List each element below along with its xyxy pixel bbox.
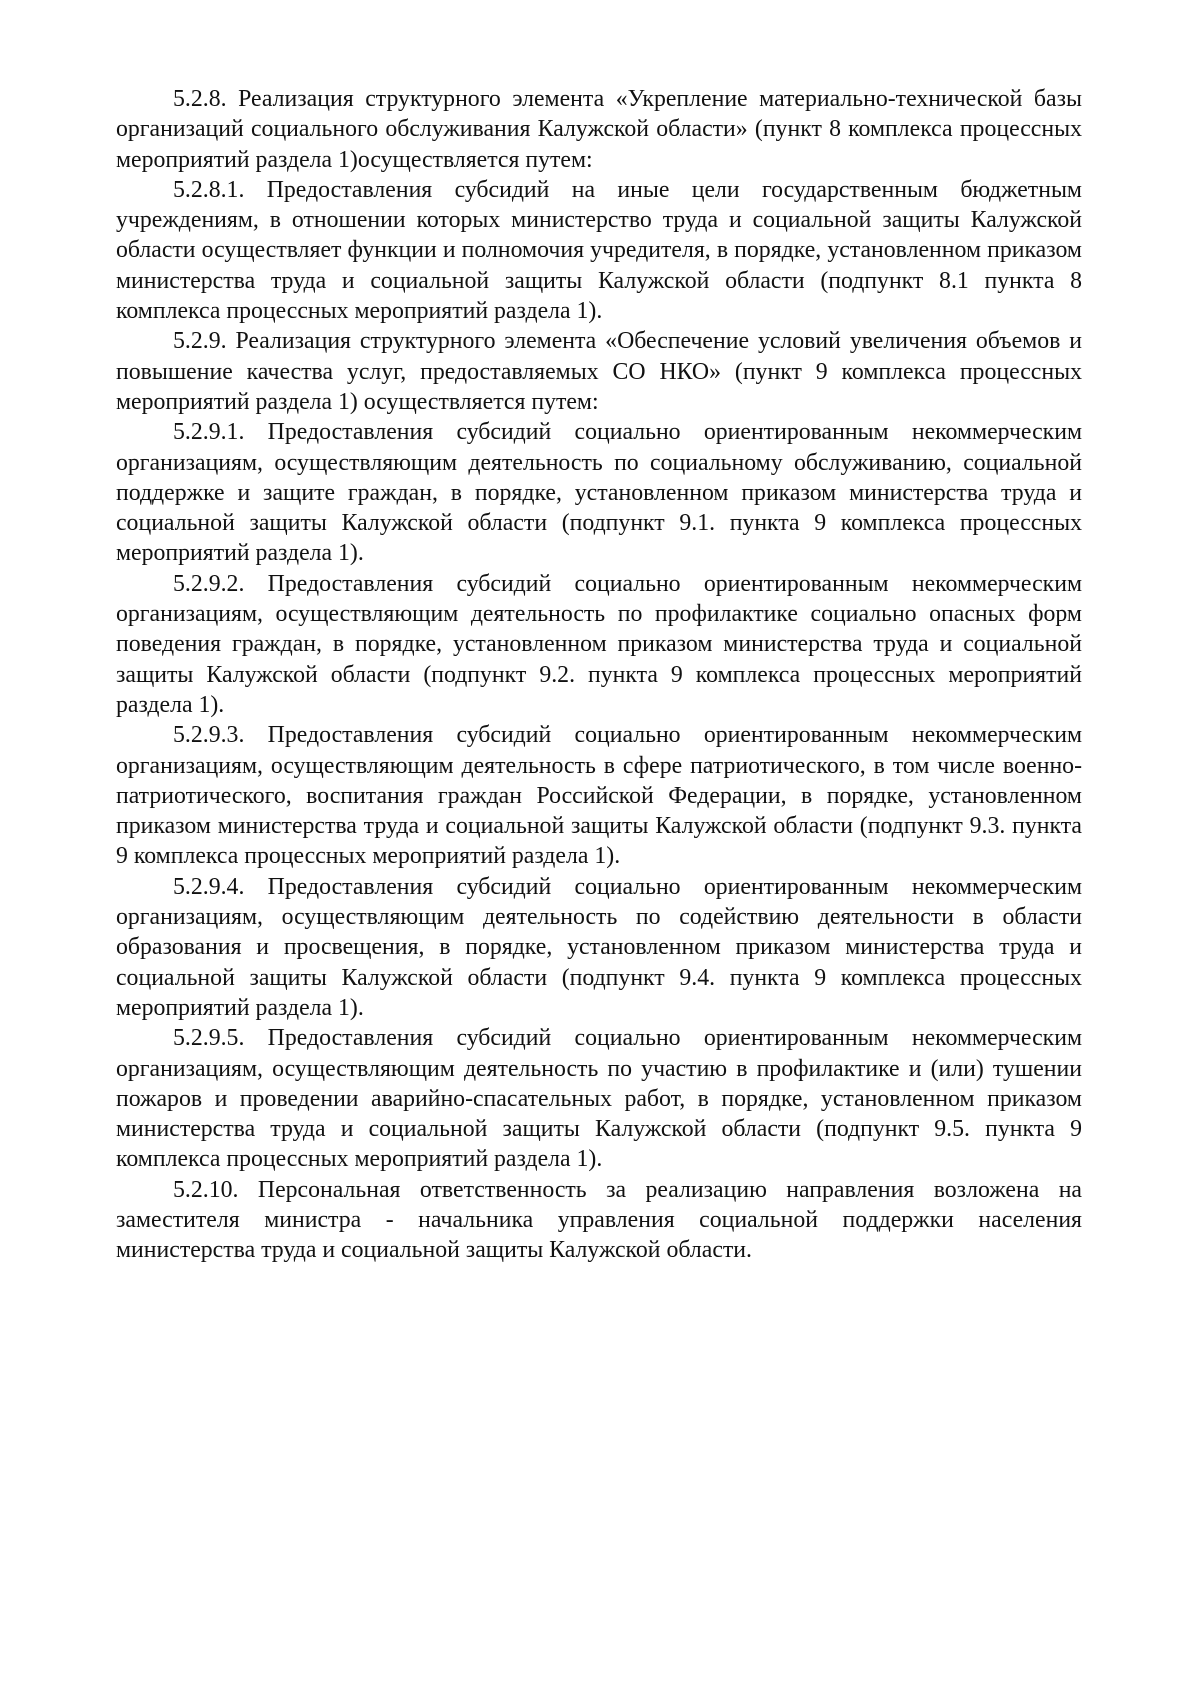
paragraph-5-2-9-4: 5.2.9.4. Предоставления субсидий социально ориентированным некоммерческим организациям, осуществляющим деятельность по содействию деятельности в области образования и просвещения, в порядке, установленном приказом министерства труда и социальной защиты Калужской области (подпункт 9.4. пункта 9 комплекса процессных мероприятий раздела 1). (116, 873, 1082, 1021)
paragraph-5-2-9: 5.2.9. Реализация структурного элемента «Обеспечение условий увеличения объемов и повышение качества услуг, предоставляемых СО НКО» (пункт 9 комплекса процессных мероприятий раздела 1) осуществляется путем: (116, 328, 1082, 415)
document-body (116, 84, 1082, 1266)
paragraph-5-2-10: 5.2.10. Персональная ответственность за реализацию направления возложена на заместителя министра - начальника управления социальной поддержки населения министерства труда и социальной защиты Калужской области. (116, 1176, 1082, 1264)
paragraph-5-2-9-5: 5.2.9.5. Предоставления субсидий социально ориентированным некоммерческим организациям, осуществляющим деятельность по участию в профилактике и (или) тушении пожаров и проведении аварийно-спасательных работ, в порядке, установленном приказом министерства труда и социальной защиты Калужской области (подпункт 9.5. пункта 9 комплекса процессных мероприятий раздела 1). (116, 1025, 1082, 1173)
paragraph-5-2-8-1: 5.2.8.1. Предоставления субсидий на иные цели государственным бюджетным учреждениям, в отношении которых министерство труда и социальной защиты Калужской области осуществляет функции и полномочия учредителя, в порядке, установленном приказом министерства труда и социальной защиты Калужской области (подпункт 8.1 пункта 8 комплекса процессных мероприятий раздела 1). (116, 176, 1082, 325)
paragraph-5-2-9-3: 5.2.9.3. Предоставления субсидий социально ориентированным некоммерческим организациям, осуществляющим деятельность в сфере патриотического, в том числе военно-патриотического, воспитания граждан Российской Федерации, в порядке, установленном приказом министерства труда и социальной защиты Калужской области (подпункт 9.3. пункта 9 комплекса процессных мероприятий раздела 1). (116, 722, 1082, 870)
paragraph-5-2-9-2: 5.2.9.2. Предоставления субсидий социально ориентированным некоммерческим организациям, осуществляющим деятельность по профилактике социально опасных форм поведения граждан, в порядке, установленном приказом министерства труда и социальной защиты Калужской области (подпункт 9.2. пункта 9 комплекса процессных мероприятий раздела 1). (116, 570, 1082, 718)
paragraph-5-2-9-1: 5.2.9.1. Предоставления субсидий социально ориентированным некоммерческим организациям, осуществляющим деятельность по социальному обслуживанию, социальной поддержке и защите граждан, в порядке, установленном приказом министерства труда и социальной защиты Калужской области (подпункт 9.1. пункта 9 комплекса процессных мероприятий раздела 1). (116, 419, 1082, 567)
paragraph-5-2-8: 5.2.8. Реализация структурного элемента «Укрепление материально-технической базы организаций социального обслуживания Калужской области» (пункт 8 комплекса процессных мероприятий раздела 1)осуществляется путем: (116, 86, 1082, 173)
